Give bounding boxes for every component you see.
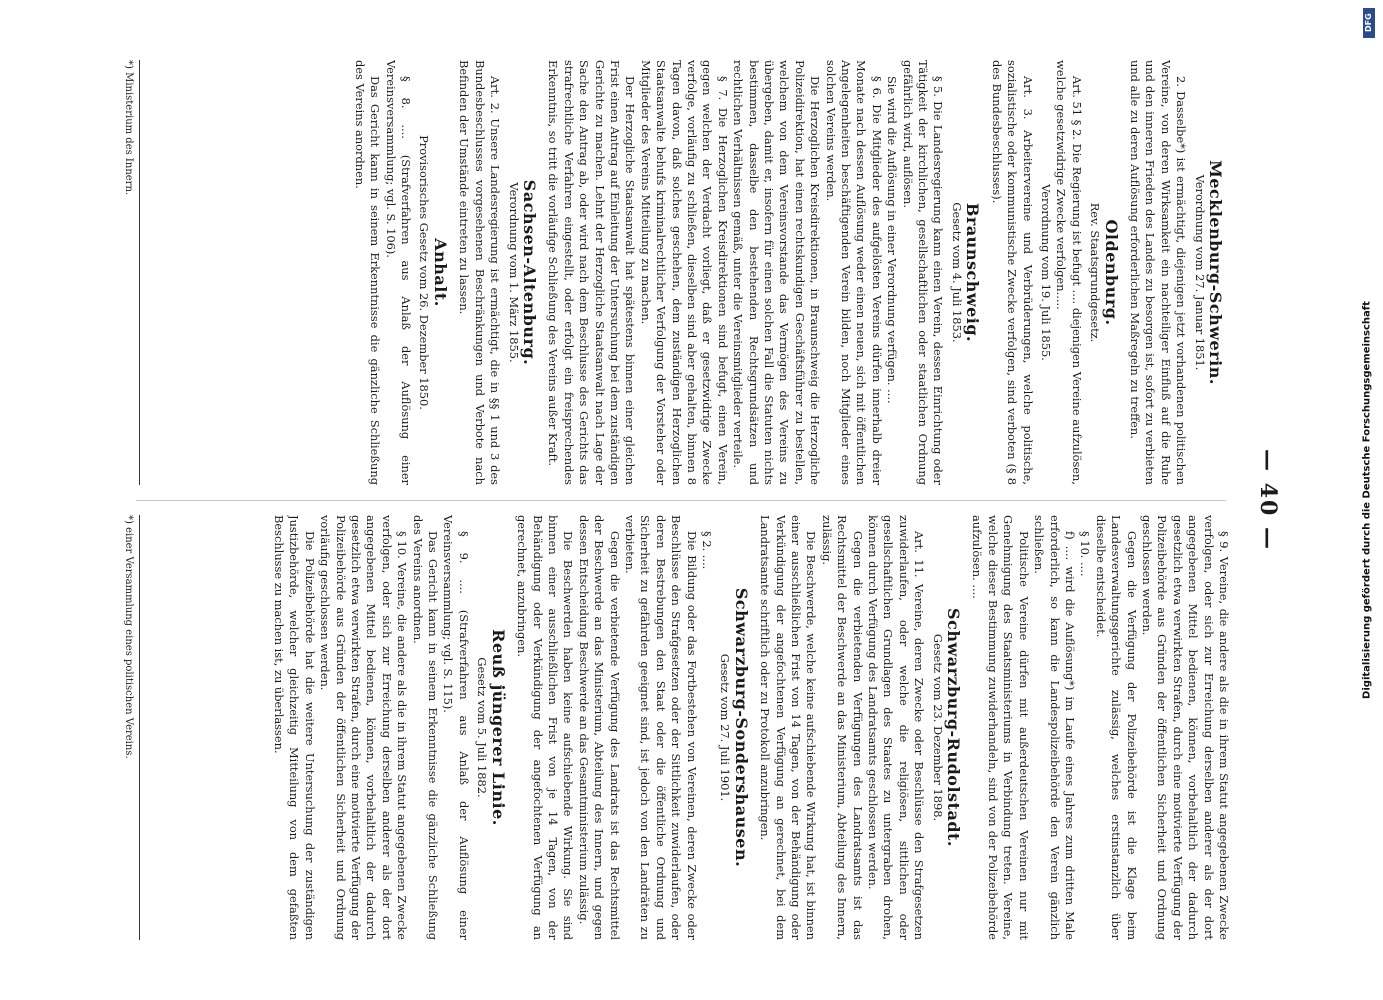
section-subheading: Provisorisches Gesetz vom 26. Dezember 1850.: [417, 135, 432, 410]
paragraph: Das Gericht kann in seinem Erkenntnisse die gänzliche Schließung des Vereins anordnen.: [410, 515, 441, 940]
paragraph: § 7. Die Herzoglichen Kreisdirektionen sind befugt, einen Verein, gegen welchen der Verdacht vorliegt, daß er gesetzwidrige Zwecke verfolge, vorläufig zu schließen, dieselben sind aber gehalten, binnen 8 Tagen davon, daß solches geschehen, dem zuständigen Herzoglichen Staatsanwalte behufs kriminalrechtlicher Verfolgung der Vorsteher oder Mitglieder des Vereins Mitteilung zu machen.: [638, 60, 730, 485]
paragraph: Gegen die verbietende Verfügung des Landrats ist das Rechtsmittel der Beschwerde an das Ministerium, Abteilung des Innern, und gegen dessen Entscheidung Beschwerde an das Gesamtministerium zulässig.: [576, 515, 622, 940]
paragraph: Art. 51 § 2. Die Regierung ist befugt .... diejenigen Vereine aufzulösen, welche gesetzwidrige Zwecke verfolgen.....: [1054, 60, 1084, 485]
paragraph: Gegen die verbietenden Verfügungen des Landratsamts ist das Rechtsmittel der Beschwerde an das Ministerium, Abteilung des Innern, zulässig.: [819, 515, 865, 940]
paragraph: § 2. ....: [700, 531, 714, 570]
right-column: [121, 515, 1231, 940]
credit-text: Digitalisierung gefördert durch die Deutsche Forschungsgemeinschaft: [1361, 301, 1373, 699]
section-heading: Mecklenburg-Schwerin.: [1206, 160, 1225, 385]
paragraph: Politische Vereine dürfen mit außerdeutschen Vereinen nur mit Genehmigung des Staatsministeriums in Verbindung treten. Vereine, welche dieser Bestimmung zuwiderhandeln, sind von der Polizeibehörde aufzulösen. ....: [970, 515, 1031, 940]
section-heading: Oldenburg.: [1101, 219, 1121, 326]
paragraph: Die Herzoglichen Kreisdirektionen, in Braunschweig die Herzogliche Polizeidirektion, hat einen rechtskundigen Geschäftsführer zu bestellen, welchem von dem Vereinsvorstande das Vermögen des Vereins zu übergeben, damit er, insofern für einen solchen Fall die Statuten nichts bestimmen, dasselbe den bestehenden Rechtsgrundsätzen und rechtlichen Verhältnissen gemäß, unter die Vereinsmitglieder verteile.: [731, 60, 823, 485]
section-subheading: Rev. Staatsgrundgesetz.: [1088, 202, 1103, 343]
paragraph: § 10. ....: [1078, 531, 1093, 577]
section-heading: Braunschweig.: [963, 202, 983, 343]
section-heading: Sachsen-Altenburg.: [519, 179, 539, 366]
paragraph: § 5. Die Landesregierung kann einen Verein, dessen Einrichtung oder Tätigkeit der kirchlichen, gesellschaftlichen oder staatlichen Ordnung gefährlich wird, auflösen.: [900, 60, 946, 485]
section-heading: Schwarzburg-Rudolstadt.: [944, 608, 964, 847]
paragraph: Der Herzogliche Staatsanwalt hat spätestens binnen einer gleichen Frist einen Antrag auf Einleitung der Untersuchung bei dem zuständigen Gerichte zu machen. Lehnt der Herzogliche Staatsanwalt nach Lage der Sache den Antrag ab, oder wird nach dem Beschlusse des Gerichts das strafrechtliche Verfahren eingestellt, oder erfolgt ein freisprechendes Erkenntnis, so tritt die vorläufige Schließung des Vereins außer Kraft.: [546, 60, 638, 485]
paragraph: Gegen die Verfügung der Polizeibehörde ist die Klage beim Landesverwaltungsgerichte zulässig, welches erstinstanzlich über dieselbe entscheidet.: [1093, 515, 1139, 940]
section-heading: Reuß jüngerer Linie.: [488, 629, 508, 826]
section-heading: Anhalt.: [430, 238, 450, 307]
paragraph: § 10. Vereine, die andere als die in ihrem Statut angegebenen Zwecke verfolgen, oder sich zur Erreichung derselben anderer als der dort angegebenen Mittel bedienen, können, vorbehaltlich der dadurch gesetzlich etwa verwirkten Strafen, durch eine motivierte Verfügung der Polizeibehörde aus Gründen der öffentlichen Sicherheit und Ordnung vorläufig geschlossen werden.: [318, 515, 410, 940]
section-subheading: Gesetz vom 27. Juli 1901.: [718, 653, 733, 802]
section-heading: Schwarzburg-Sondershausen.: [731, 587, 751, 868]
left-column: [121, 60, 1231, 485]
paragraph: § 9. Vereine, die andere als die in ihrem Statut angegebenen Zwecke verfolgen, oder sich zur Erreichung derselben anderer als der dort angegebenen Mittel bedienen, können, vorbehaltlich der dadurch gesetzlich etwa verwirkten Strafen, durch eine motivierte Verfügung der Polizeibehörde aus Gründen der öffentlichen Sicherheit und Ordnung geschlossen werden.: [1139, 515, 1231, 940]
paragraph: Sie wird die Auflösung in einer Verordnung verfügen. ....: [885, 76, 900, 404]
paragraph: § 8. .... (Strafverfahren aus Anlaß der Auflösung einer Vereinsversammlung; vgl. S. 106).: [383, 60, 414, 485]
footnote: *) einer Versammlung eines politischen Vereins.: [121, 515, 140, 940]
column-divider: [136, 500, 1226, 501]
digitization-credit: [1357, 0, 1377, 1000]
paragraph: Art. 2. Unsere Landesregierung ist ermächtigt, die in §§ 1 und 3 des Bundesbeschlusses vorgesehenen Beschränkungen und Verbote nach Befinden der Umstände eintreten zu lassen.: [457, 60, 503, 485]
paragraph: Die Bildung oder das Fortbestehen von Vereinen, deren Zwecke oder Beschlüsse den Strafgesetzen oder der Sittlichkeit zuwiderlaufen, oder deren Bestrebungen den Staat oder die öffentliche Ordnung und Sicherheit zu gefährden geeignet sind, ist jedoch von den Landräten zu verbieten.: [622, 515, 699, 940]
paragraph: § 9. .... (Strafverfahren aus Anlaß der Auflösung einer Vereinsversammlung; vgl. S. 115).: [441, 515, 471, 940]
section-subheading: Verordnung vom 1. März 1855.: [506, 182, 521, 363]
section-subheading: Verordnung vom 19. Juli 1855.: [1038, 184, 1053, 361]
paragraph: Die Beschwerden haben keine aufschiebende Wirkung. Sie sind binnen einer ausschließlichen Frist von je 14 Tagen, von der Behändigung oder Verkündigung der angefochtenen Verfügung an gerechnet, anzubringen.: [515, 515, 576, 940]
dfg-logo: DFG: [1363, 8, 1375, 38]
paragraph: Die Beschwerde, welche keine aufschiebende Wirkung hat, ist binnen einer ausschließlichen Frist von 14 Tagen, von der Behändigung oder Verkündigung der angefochtenen Verfügung an gerechnet, bei dem Landratsamte schriftlich oder zu Protokoll anzubringen.: [758, 515, 819, 940]
paragraph: § 6. Die Mitglieder des aufgelösten Vereins dürfen innerhalb dreier Monate nach dessen Auflösung weder einen neuen, sich mit öffentlichen Angelegenheiten beschäftigenden Verein bilden, noch Mitglieder eines solchen Vereins werden.: [823, 60, 884, 485]
paragraph: 2. Dasselbe*) ist ermächtigt, diejenigen jetzt vorhandenen politischen Vereine, von deren Wirksamkeit ein nachteiliger Einfluß auf die Ruhe und den inneren Frieden des Landes zu besorgen ist, sofort zu verbieten und alle zu deren Auflösung erforderlichen Maßregeln zu treffen.: [1127, 60, 1189, 485]
paragraph: Die Polizeibehörde hat die weitere Untersuchung der zuständigen Justizbehörde, welcher gleichzeitig Mitteilung von dem gefaßten Beschlusse zu machen ist, zu überlassen.: [272, 515, 317, 940]
rotated-document-page: [71, 20, 1311, 980]
paragraph: Das Gericht kann in seinem Erkenntnisse die gänzliche Schließung des Vereins anordnen.: [352, 60, 383, 485]
paragraph: Art. 3. Arbeitervereine und Verbrüderungen, welche politische, sozialistische oder kommunistische Zwecke verfolgen, sind verboten (§ 8 des Bundesbeschlusses).: [989, 60, 1035, 485]
section-subheading: Gesetz vom 4. Juli 1853.: [949, 202, 964, 343]
section-subheading: Gesetz vom 23. Dezember 1898.: [930, 633, 945, 822]
page-number: — 40 —: [1255, 449, 1281, 551]
paragraph: f) .... wird die Auflösung*) im Laufe eines Jahres zum dritten Male erforderlich, so kann die Landespolizeibehörde den Verein gänzlich schließen.: [1032, 515, 1077, 940]
section-subheading: Gesetz vom 5. Juli 1882.: [475, 657, 490, 798]
paragraph: Art. 11. Vereine, deren Zwecke oder Beschlüsse den Strafgesetzen zuwiderlaufen, oder welche die religiösen, sittlichen oder gesellschaftlichen Grundlagen des Staates zu untergraben drohen, können durch Verfügung des Landratsamts geschlossen werden.: [866, 515, 927, 940]
section-subheading: Verordnung vom 27. Januar 1851.: [1192, 174, 1207, 371]
footnote: *) Ministerium des Innern.: [121, 60, 140, 485]
